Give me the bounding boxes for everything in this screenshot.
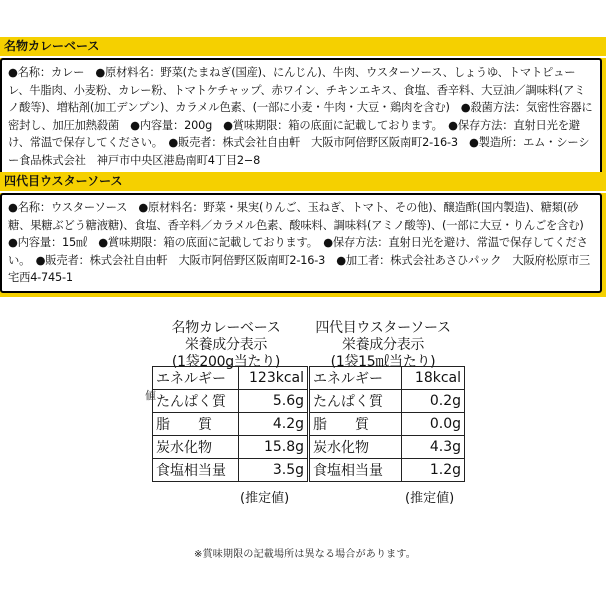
nutrition-value: 1.2g	[401, 459, 464, 482]
curry-base-label-text: ●名称：カレー ●原材料名：野菜(たまねぎ(国産)、にんじん)、牛肉、ウスターソース、しょうゆ、トマトピューレ、牛脂肉、小麦粉、カレー粉、トマトケチャップ、赤ワイン、チキンエキス、食塩、香辛料、大豆油／調味料(アミノ酸等)、増粘剤(加工デンプン)、カラメル色素、(一部に小麦・牛肉・大豆・鶏肉を含む) ●殺菌方法：気密性容器に密封し、加圧加熱殺菌 ●内容量：200g ●賞味期限：箱の底面に記載しております。 ●保存方法：直射日光を避け、常温で保存してください。 ●販売者：株式会社自由軒 大阪市阿倍野区阪南町2-16-3 ●製造所：エム・シーシー食品株式会社 神戸市中央区港島南町4丁目2−8	[8, 66, 593, 167]
curry-nutrition-table	[152, 366, 308, 482]
nutrition-row	[153, 390, 308, 413]
nutrition-row	[153, 436, 308, 459]
nutrition-value: 0.2g	[401, 390, 464, 413]
nutrition-label: 脂 質	[310, 413, 402, 436]
nutrition-label: エネルギー	[310, 367, 402, 390]
nutrition-label: たんぱく質	[153, 390, 239, 413]
nutrition-label: エネルギー	[153, 367, 239, 390]
sauce-nutrition-heading	[298, 320, 468, 371]
curry-base-label-box	[0, 58, 602, 175]
worcester-sauce-section	[0, 172, 610, 297]
nutrition-row	[310, 436, 465, 459]
nutrition-value: 0.0g	[401, 413, 464, 436]
nutrition-row	[153, 367, 308, 390]
nutrition-label: 炭水化物	[153, 436, 239, 459]
worcester-sauce-label-text: ●名称：ウスターソース ●原材料名：野菜・果実(りんご、玉ねぎ、トマト、その他)、醸造酢(国内製造)、糖類(砂糖、果糖ぶどう糖液糖)、食塩、香辛料／カラメル色素、酸味料、調味料(アミノ酸等)、(一部に大豆・りんごを含む) ●内容量：15㎖ ●賞味期限：箱の底面に記載しております。 ●保存方法：直射日光を避け、常温で保存してください。 ●販売者：株式会社自由軒 大阪市阿倍野区阪南町2-16-3 ●加工者：株式会社あさひパック 大阪府松原市三宅西4-745-1	[8, 201, 595, 284]
curry-nutrition-title: 名物カレーベース	[171, 320, 281, 336]
nutrition-area	[0, 320, 610, 520]
footnote: ※賞味期限の記載場所は異なる場合があります。	[194, 549, 416, 560]
nutrition-label: たんぱく質	[310, 390, 402, 413]
curry-base-frame	[0, 58, 606, 179]
curry-base-section	[0, 37, 610, 179]
nutrition-label: 脂 質	[153, 413, 239, 436]
sauce-nutrition-subtitle: 栄養成分表示	[341, 337, 425, 353]
nutrition-value: 3.5g	[238, 459, 307, 482]
nutrition-value: 123kcal	[238, 367, 307, 390]
nutrition-value: 4.3g	[401, 436, 464, 459]
nutrition-value: 5.6g	[238, 390, 307, 413]
sauce-nutrition-table	[309, 366, 465, 482]
curry-base-header: 名物カレーベース	[0, 37, 606, 56]
worcester-sauce-header: 四代目ウスターソース	[0, 172, 606, 191]
nutrition-row	[153, 459, 308, 482]
nutrition-label: 食塩相当量	[153, 459, 239, 482]
curry-nutrition-note: (推定値)	[240, 491, 290, 506]
nutrition-value: 15.8g	[238, 436, 307, 459]
nutrition-row	[310, 459, 465, 482]
worcester-sauce-frame	[0, 193, 606, 297]
nutrition-value: 18kcal	[401, 367, 464, 390]
nutrition-row	[153, 413, 308, 436]
sauce-nutrition-note: (推定値)	[405, 491, 455, 506]
nutrition-row	[310, 413, 465, 436]
curry-nutrition-serving: (1袋200g当たり)	[171, 354, 281, 370]
stray-char: 値	[145, 389, 156, 402]
nutrition-row	[310, 390, 465, 413]
worcester-sauce-label-box	[0, 193, 602, 293]
nutrition-value: 4.2g	[238, 413, 307, 436]
curry-nutrition-heading	[141, 320, 311, 371]
sauce-nutrition-serving: (1袋15㎖当たり)	[330, 354, 436, 370]
sauce-nutrition-title: 四代目ウスターソース	[315, 320, 451, 336]
nutrition-label: 食塩相当量	[310, 459, 402, 482]
nutrition-row	[310, 367, 465, 390]
nutrition-label: 炭水化物	[310, 436, 402, 459]
curry-nutrition-subtitle: 栄養成分表示	[184, 337, 268, 353]
